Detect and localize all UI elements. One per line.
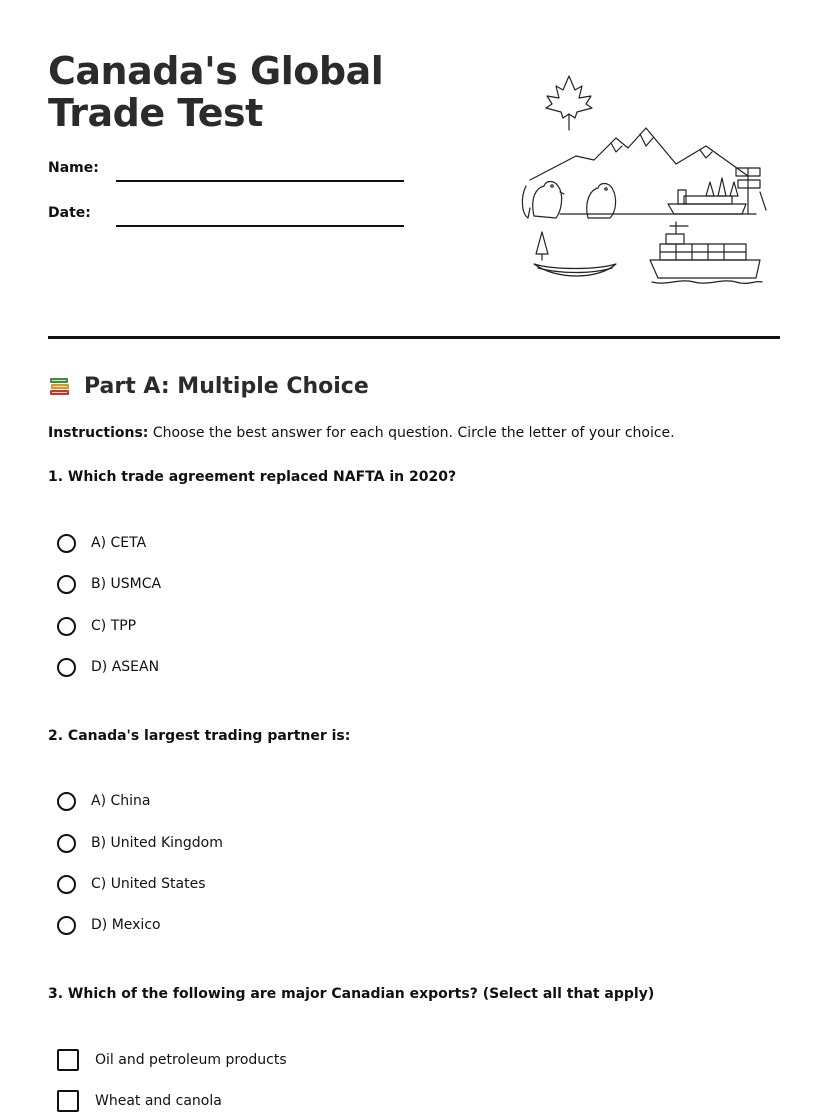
mountains-icon (530, 128, 748, 180)
question-2: 2. Canada's largest trading partner is: (48, 728, 351, 744)
beaver-icon (522, 182, 564, 219)
radio-circle[interactable] (57, 534, 76, 553)
instructions (48, 425, 675, 441)
option-label: A) CETA (91, 535, 147, 551)
section-divider (48, 336, 780, 339)
container-ship-icon (650, 222, 762, 283)
q2-option-a[interactable] (57, 789, 150, 813)
radio-circle[interactable] (57, 617, 76, 636)
question-1: 1. Which trade agreement replaced NAFTA in 2020? (48, 469, 457, 485)
checkbox[interactable] (57, 1090, 79, 1112)
radio-circle[interactable] (57, 916, 76, 935)
q2-option-c[interactable] (57, 872, 206, 896)
date-label: Date: (48, 205, 91, 221)
radio-circle[interactable] (57, 575, 76, 594)
q3-option-2[interactable] (57, 1089, 222, 1113)
option-label: D) ASEAN (91, 659, 160, 675)
canoe-icon (534, 264, 616, 276)
option-label: Wheat and canola (95, 1093, 222, 1109)
instructions-text: Choose the best answer for each question. Circle the letter of your choice. (148, 425, 675, 441)
signpost-icon (736, 168, 766, 214)
option-label: C) TPP (91, 618, 137, 634)
section-title (48, 374, 369, 399)
checkbox[interactable] (57, 1049, 79, 1071)
q1-option-a[interactable] (57, 531, 146, 555)
radio-circle[interactable] (57, 658, 76, 677)
q3-option-1[interactable] (57, 1048, 287, 1072)
radio-circle[interactable] (57, 875, 76, 894)
beaver-icon (587, 184, 616, 219)
q1-option-d[interactable] (57, 655, 159, 679)
radio-circle[interactable] (57, 792, 76, 811)
instructions-label: Instructions: (48, 425, 149, 441)
section-title-text: Part A: Multiple Choice (84, 374, 369, 399)
canada-trade-illustration (516, 68, 778, 290)
option-label: A) China (91, 793, 151, 809)
name-label: Name: (48, 160, 99, 176)
q2-option-d[interactable] (57, 913, 161, 937)
q2-option-b[interactable] (57, 831, 223, 855)
pine-trees-icon (706, 178, 738, 196)
option-label: Oil and petroleum products (95, 1052, 287, 1068)
page-title: Canada's Global Trade Test (48, 49, 384, 135)
q1-option-c[interactable] (57, 614, 136, 638)
books-icon (48, 375, 72, 399)
question-3: 3. Which of the following are major Canadian exports? (Select all that apply) (48, 986, 655, 1002)
option-label: B) United Kingdom (91, 835, 223, 851)
q1-option-b[interactable] (57, 572, 161, 596)
option-label: D) Mexico (91, 917, 161, 933)
name-field[interactable] (116, 180, 404, 182)
pine-tree-icon (536, 232, 548, 260)
radio-circle[interactable] (57, 834, 76, 853)
maple-leaf-icon (546, 76, 592, 130)
date-field[interactable] (116, 225, 404, 227)
option-label: B) USMCA (91, 576, 162, 592)
option-label: C) United States (91, 876, 206, 892)
